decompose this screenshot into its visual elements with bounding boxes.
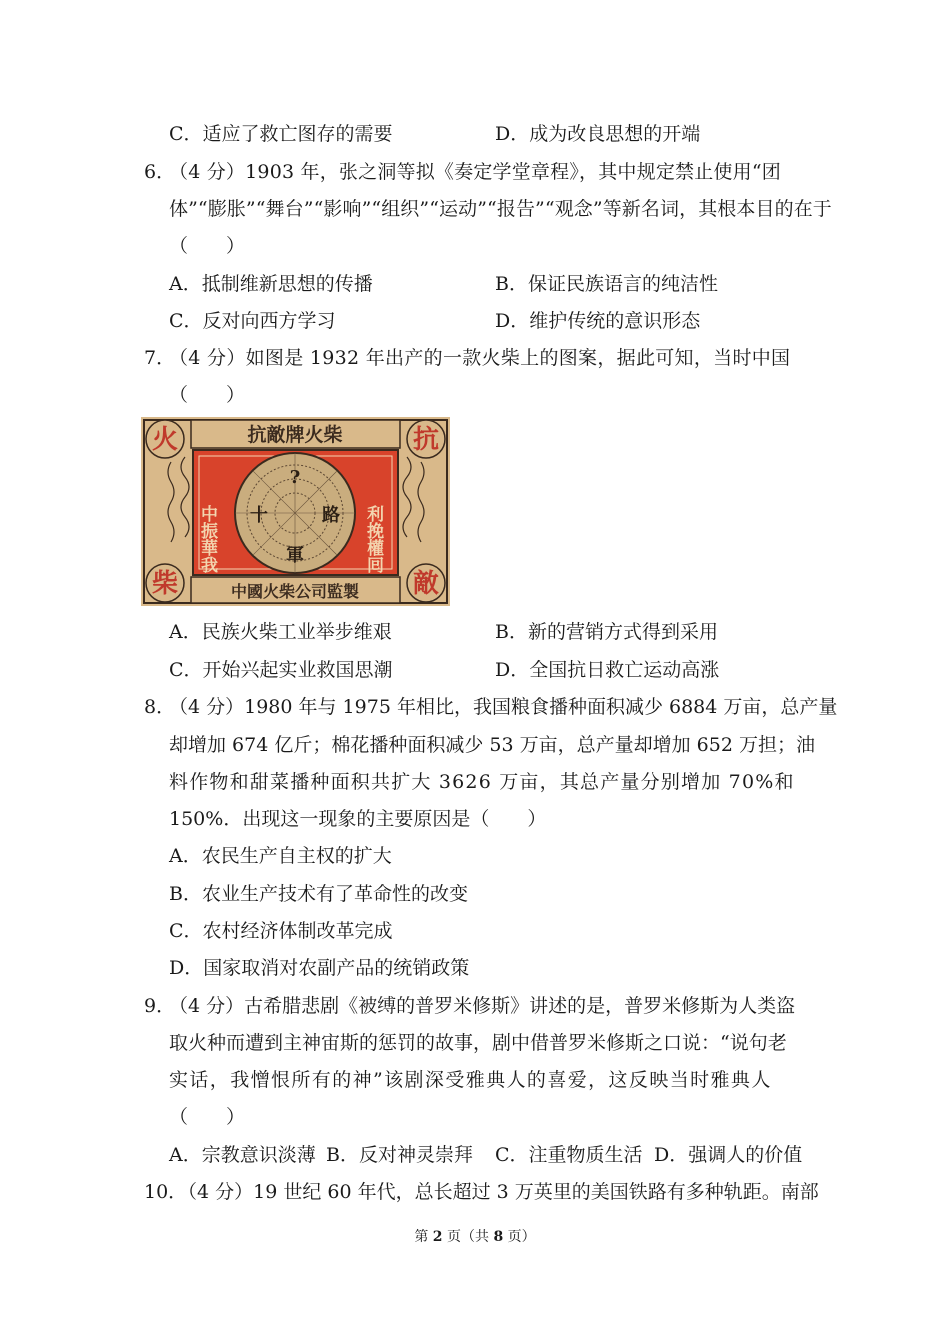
q7-line-1: （4 分）如图是 1932 年出产的一款火柴上的图案，据此可知，当时中国 [169, 347, 791, 369]
matchbox-right-text: 利挽權囘 [363, 505, 383, 573]
q6-option-a: A．抵制维新思想的传播 [169, 273, 373, 295]
q6-line-2: 体”“膨胀”“舞台”“影响”“组织”“运动”“报告”“观念”等新名词，其根本目的在于 [169, 198, 832, 220]
q8-number: 8． [144, 696, 176, 718]
q8-option-d: D．国家取消对农副产品的统销政策 [169, 957, 470, 979]
q9-line-1: （4 分）古希腊悲剧《被缚的普罗米修斯》讲述的是，普罗米修斯为人类盗 [169, 995, 796, 1017]
q6-line-1: （4 分）1903 年，张之洞等拟《奏定学堂章程》，其中规定禁止使用“团 [169, 161, 781, 183]
footer-prefix: 第 [414, 1229, 433, 1245]
footer-page-number: 2 [432, 1229, 443, 1245]
q8-line-3: 料作物和甜菜播种面积共扩大 3626 万亩，其总产量分别增加 70%和 [169, 771, 795, 793]
hat-text-bottom: 軍 [286, 545, 304, 566]
hat-text-left: 十 [250, 505, 268, 526]
q7-option-c: C．开始兴起实业救国思潮 [169, 659, 393, 681]
q8-option-a: A．农民生产自主权的扩大 [169, 845, 392, 867]
q8-option-b: B．农业生产技术有了革命性的改变 [169, 883, 468, 905]
q5-option-c: C．适应了救亡图存的需要 [169, 123, 393, 145]
q9-line-3: 实话，我憎恨所有的神”该剧深受雅典人的喜爱，这反映当时雅典人 [169, 1069, 772, 1091]
q10-number: 10． [144, 1181, 188, 1203]
q6-option-b: B．保证民族语言的纯洁性 [495, 273, 718, 295]
q8-line-4: 150%．出现这一现象的主要原因是（ ） [169, 808, 547, 830]
q6-line-3: （ ） [169, 235, 246, 257]
footer-total-pages: 8 [493, 1229, 504, 1245]
q9-option-a: A．宗教意识淡薄 [169, 1144, 316, 1166]
q6-option-d: D．维护传统的意识形态 [495, 310, 701, 332]
q5-option-d: D．成为改良思想的开端 [495, 123, 701, 145]
hat-text-top: ? [289, 467, 301, 488]
q7-option-a: A．民族火柴工业举步维艰 [169, 621, 392, 643]
corner-top-right: 抗 [412, 425, 440, 455]
q6-number: 6． [144, 161, 176, 183]
footer-middle: 页（共 [442, 1229, 494, 1245]
matchbox-bottom-text: 中國火柴公司監製 [230, 582, 360, 601]
q8-line-2: 却增加 674 亿斤；棉花播种面积减少 53 万亩，总产量却增加 652 万担；油 [169, 734, 815, 756]
q7-option-d: D．全国抗日救亡运动高涨 [495, 659, 720, 681]
q7-line-2: （ ） [169, 384, 246, 406]
q9-line-4: （ ） [169, 1106, 246, 1128]
q9-option-b: B．反对神灵崇拜 [326, 1144, 473, 1166]
q9-number: 9． [144, 995, 176, 1017]
q8-option-c: C．农村经济体制改革完成 [169, 920, 393, 942]
footer-suffix: 页） [503, 1229, 536, 1245]
q7-number: 7． [144, 347, 176, 369]
matchbox-top-text: 抗敵牌火柴 [247, 424, 343, 446]
q10-line-1: （4 分）19 世纪 60 年代，总长超过 3 万英里的美国铁路有多种轨距。南部 [178, 1181, 819, 1203]
matchbox-left-text: 中振華我 [197, 505, 217, 573]
page-footer [0, 1227, 950, 1247]
q8-line-1: （4 分）1980 年与 1975 年相比，我国粮食播种面积减少 6884 万亩，总产量 [169, 696, 838, 718]
corner-bottom-right: 敵 [412, 569, 440, 599]
q9-option-d: D．强调人的价值 [654, 1144, 803, 1166]
corner-bottom-left: 柴 [151, 569, 179, 599]
matchbox-label-image [141, 417, 450, 606]
hat-text-right: 路 [322, 505, 340, 526]
q6-option-c: C．反对向西方学习 [169, 310, 336, 332]
q7-option-b: B．新的营销方式得到采用 [495, 621, 718, 643]
q9-option-c: C．注重物质生活 [495, 1144, 643, 1166]
q9-line-2: 取火种而遭到主神宙斯的惩罚的故事，剧中借普罗米修斯之口说：“说句老 [169, 1032, 787, 1054]
corner-top-left: 火 [151, 425, 179, 455]
